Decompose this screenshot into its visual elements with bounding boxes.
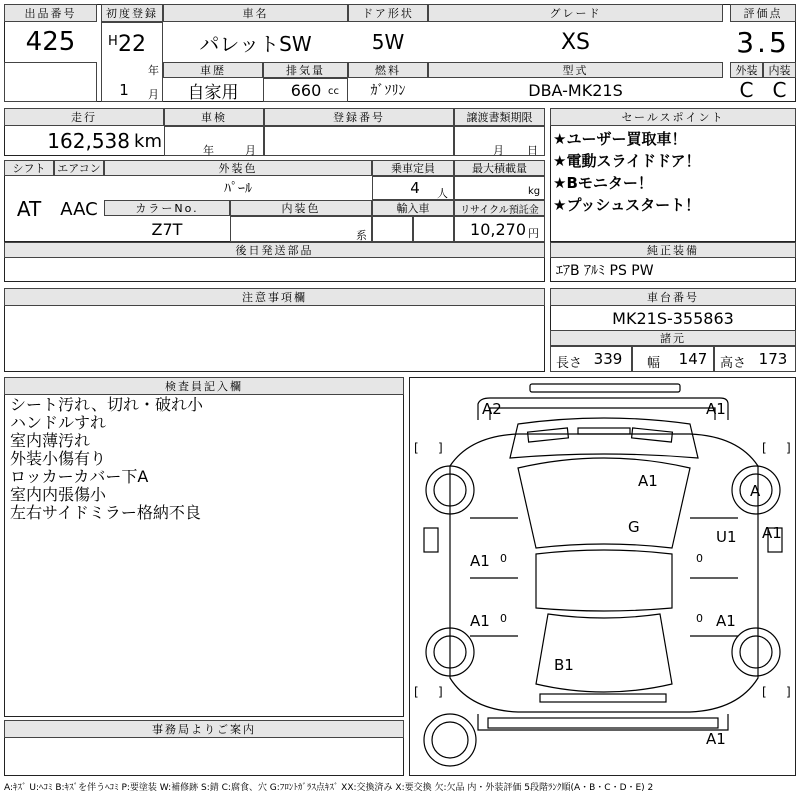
year-unit: 年 [148,64,159,77]
svg-text:[: [ [414,441,419,455]
era-prefix: H [108,34,118,49]
displacement-header: 排気量 [263,62,348,78]
color-header: 外装色 [104,160,372,176]
load-header: 最大積載量 [454,160,545,176]
inspector-note: 外装小傷有り [10,449,107,468]
month-unit: 月 [148,88,159,101]
inspector-note: ロッカーカバー下A [10,467,149,486]
chassis-value: MK21S-355863 [612,308,734,328]
aircon-header: エアコン [54,160,104,176]
color-no-value: Z7T [151,219,183,239]
length-value: 339 [593,350,623,368]
history-value: 自家用 [187,82,239,103]
model-header: 型式 [428,62,723,78]
damage-rear-bumper: A1 [706,730,726,748]
transfer-day: 日 [527,144,538,157]
height-value: 173 [758,350,788,368]
inspector-note: 左右サイドミラー格納不良 [10,503,201,522]
width-value: 147 [678,350,708,368]
sales-item: ★Bモニター！ [553,174,653,192]
history-header: 車歴 [163,62,263,78]
grade-header: グレード [428,4,723,22]
color-value: ﾊﾟｰﾙ [224,181,252,197]
svg-text:]: ] [786,685,791,699]
door-zero-3: 0 [500,612,507,625]
door-header: ドア形状 [348,4,428,22]
car-name-header: 車名 [163,4,348,22]
svg-text:[: [ [762,685,767,699]
legend-footer: A:ｷｽﾞ U:ﾍｺﾐ B:ｷｽﾞを伴うﾍｺﾐ P:要塗装 W:補修跡 S:錆 C:腐食、穴 G:ﾌﾛﾝﾄｶﾞﾗｽ点ｷｽﾞ XX:交換済み X:要交換 欠:欠品 内・外装評価 5段階ﾗﾝｸ順(A・B・C・D・E) 2 [4,783,654,793]
lot-no-header: 出品番号 [4,4,97,22]
recycle-unit: 円 [528,227,539,240]
height-label: 高さ [720,356,747,371]
svg-text:]: ] [786,441,791,455]
dimensions-header: 諸元 [550,330,796,346]
svg-text:[: [ [414,685,419,699]
grade-value: XS [560,29,591,55]
score-header: 評価点 [730,4,796,22]
int-color-header: 内装色 [230,200,372,216]
damage-front-left: A2 [482,400,502,418]
sales-item: ★プッシュスタート！ [553,196,701,214]
damage-right-rear-door: A1 [716,612,736,630]
shift-value: AT [16,197,42,221]
inspector-note: ハンドルすれ [10,413,107,432]
chassis-header: 車台番号 [550,288,796,306]
fuel-header: 燃料 [348,62,428,78]
fuel-value: ｶﾞｿﾘﾝ [370,83,406,99]
door-zero-1: 0 [500,552,507,565]
door-zero-2: 0 [696,552,703,565]
car-diagram [409,377,796,776]
later-parts-header: 後日発送部品 [4,242,545,258]
sales-item: ★電動スライドドア！ [553,152,701,170]
inspector-header: 検査員記入欄 [4,377,404,395]
displacement-value: 660 [290,80,322,100]
interior-header: 内装 [763,62,796,78]
import-cell-b [413,216,454,242]
equipment-header: 純正装備 [550,242,796,258]
mileage-header: 走行 [4,108,164,126]
capacity-unit: 人 [437,187,448,200]
color-no-header: カラーNo. [104,200,230,216]
recycle-header: リサイクル預託金 [454,200,545,216]
damage-left-front-door: A1 [470,552,490,570]
exterior-header: 外装 [730,62,763,78]
reg-month: 1 [119,81,129,99]
damage-right-front-door: U1 [716,528,737,546]
svg-text:]: ] [438,685,443,699]
door-zero-4: 0 [696,612,703,625]
inspection-year-unit: 年 [203,144,214,157]
sales-header: セールスポイント [550,108,796,126]
aircon-value: AAC [60,198,98,220]
inspector-note: 室内薄汚れ [10,431,91,450]
registration-header: 登録番号 [264,108,454,126]
reg-year: 22 [118,31,146,57]
recycle-value: 10,270 [470,219,526,239]
lot-no-blank [4,62,97,102]
import-cell-a [372,216,413,242]
int-color-suffix: 系 [356,229,367,242]
svg-text:]: ] [438,441,443,455]
sales-item: ★ユーザー買取車！ [553,130,687,148]
lot-no-value: 425 [25,27,76,57]
equipment-value: ｴｱB ｱﾙﾐ PS PW [556,263,654,279]
car-outline-icon [410,378,797,777]
damage-front-right: A1 [706,400,726,418]
registration-cell [264,126,454,156]
office-header: 事務局よりご案内 [4,720,404,738]
inspection-month-unit: 月 [245,144,256,157]
car-name-value: パレットSW [199,31,312,56]
model-value: DBA-MK21S [528,80,623,100]
inspector-note: 室内内張傷小 [10,485,107,504]
first-reg-header: 初度登録 [101,4,163,22]
cc-unit: cc [328,86,339,97]
damage-windshield: G [628,518,640,536]
damage-rear-glass: B1 [554,656,574,674]
score-value: 3.5 [736,25,790,59]
exterior-value: C [739,78,754,102]
inspector-notes [10,396,400,522]
interior-value: C [772,78,787,102]
length-label: 長さ [556,356,583,371]
damage-left-rear-door: A1 [470,612,490,630]
inspector-note: シート汚れ、切れ・破れ小 [10,395,203,414]
mileage-value: 162,538 [47,129,130,153]
import-header: 輸入車 [372,200,454,216]
svg-text:[: [ [762,441,767,455]
capacity-value: 4 [410,179,420,197]
capacity-header: 乗車定員 [372,160,454,176]
km-unit: km [134,130,162,152]
inspection-header: 車検 [164,108,264,126]
load-unit: kg [528,186,541,197]
damage-bonnet: A1 [638,472,658,490]
int-color-cell [230,216,372,242]
transfer-header: 譲渡書類期限 [454,108,545,126]
shift-header: シフト [4,160,54,176]
caution-header: 注意事項欄 [4,288,545,306]
transfer-month: 月 [493,144,504,157]
width-label: 幅 [647,356,661,371]
damage-right-wheel: A [750,482,761,500]
sales-list [553,128,793,216]
door-value: 5W [371,30,405,54]
damage-right-fender: A1 [762,524,782,542]
